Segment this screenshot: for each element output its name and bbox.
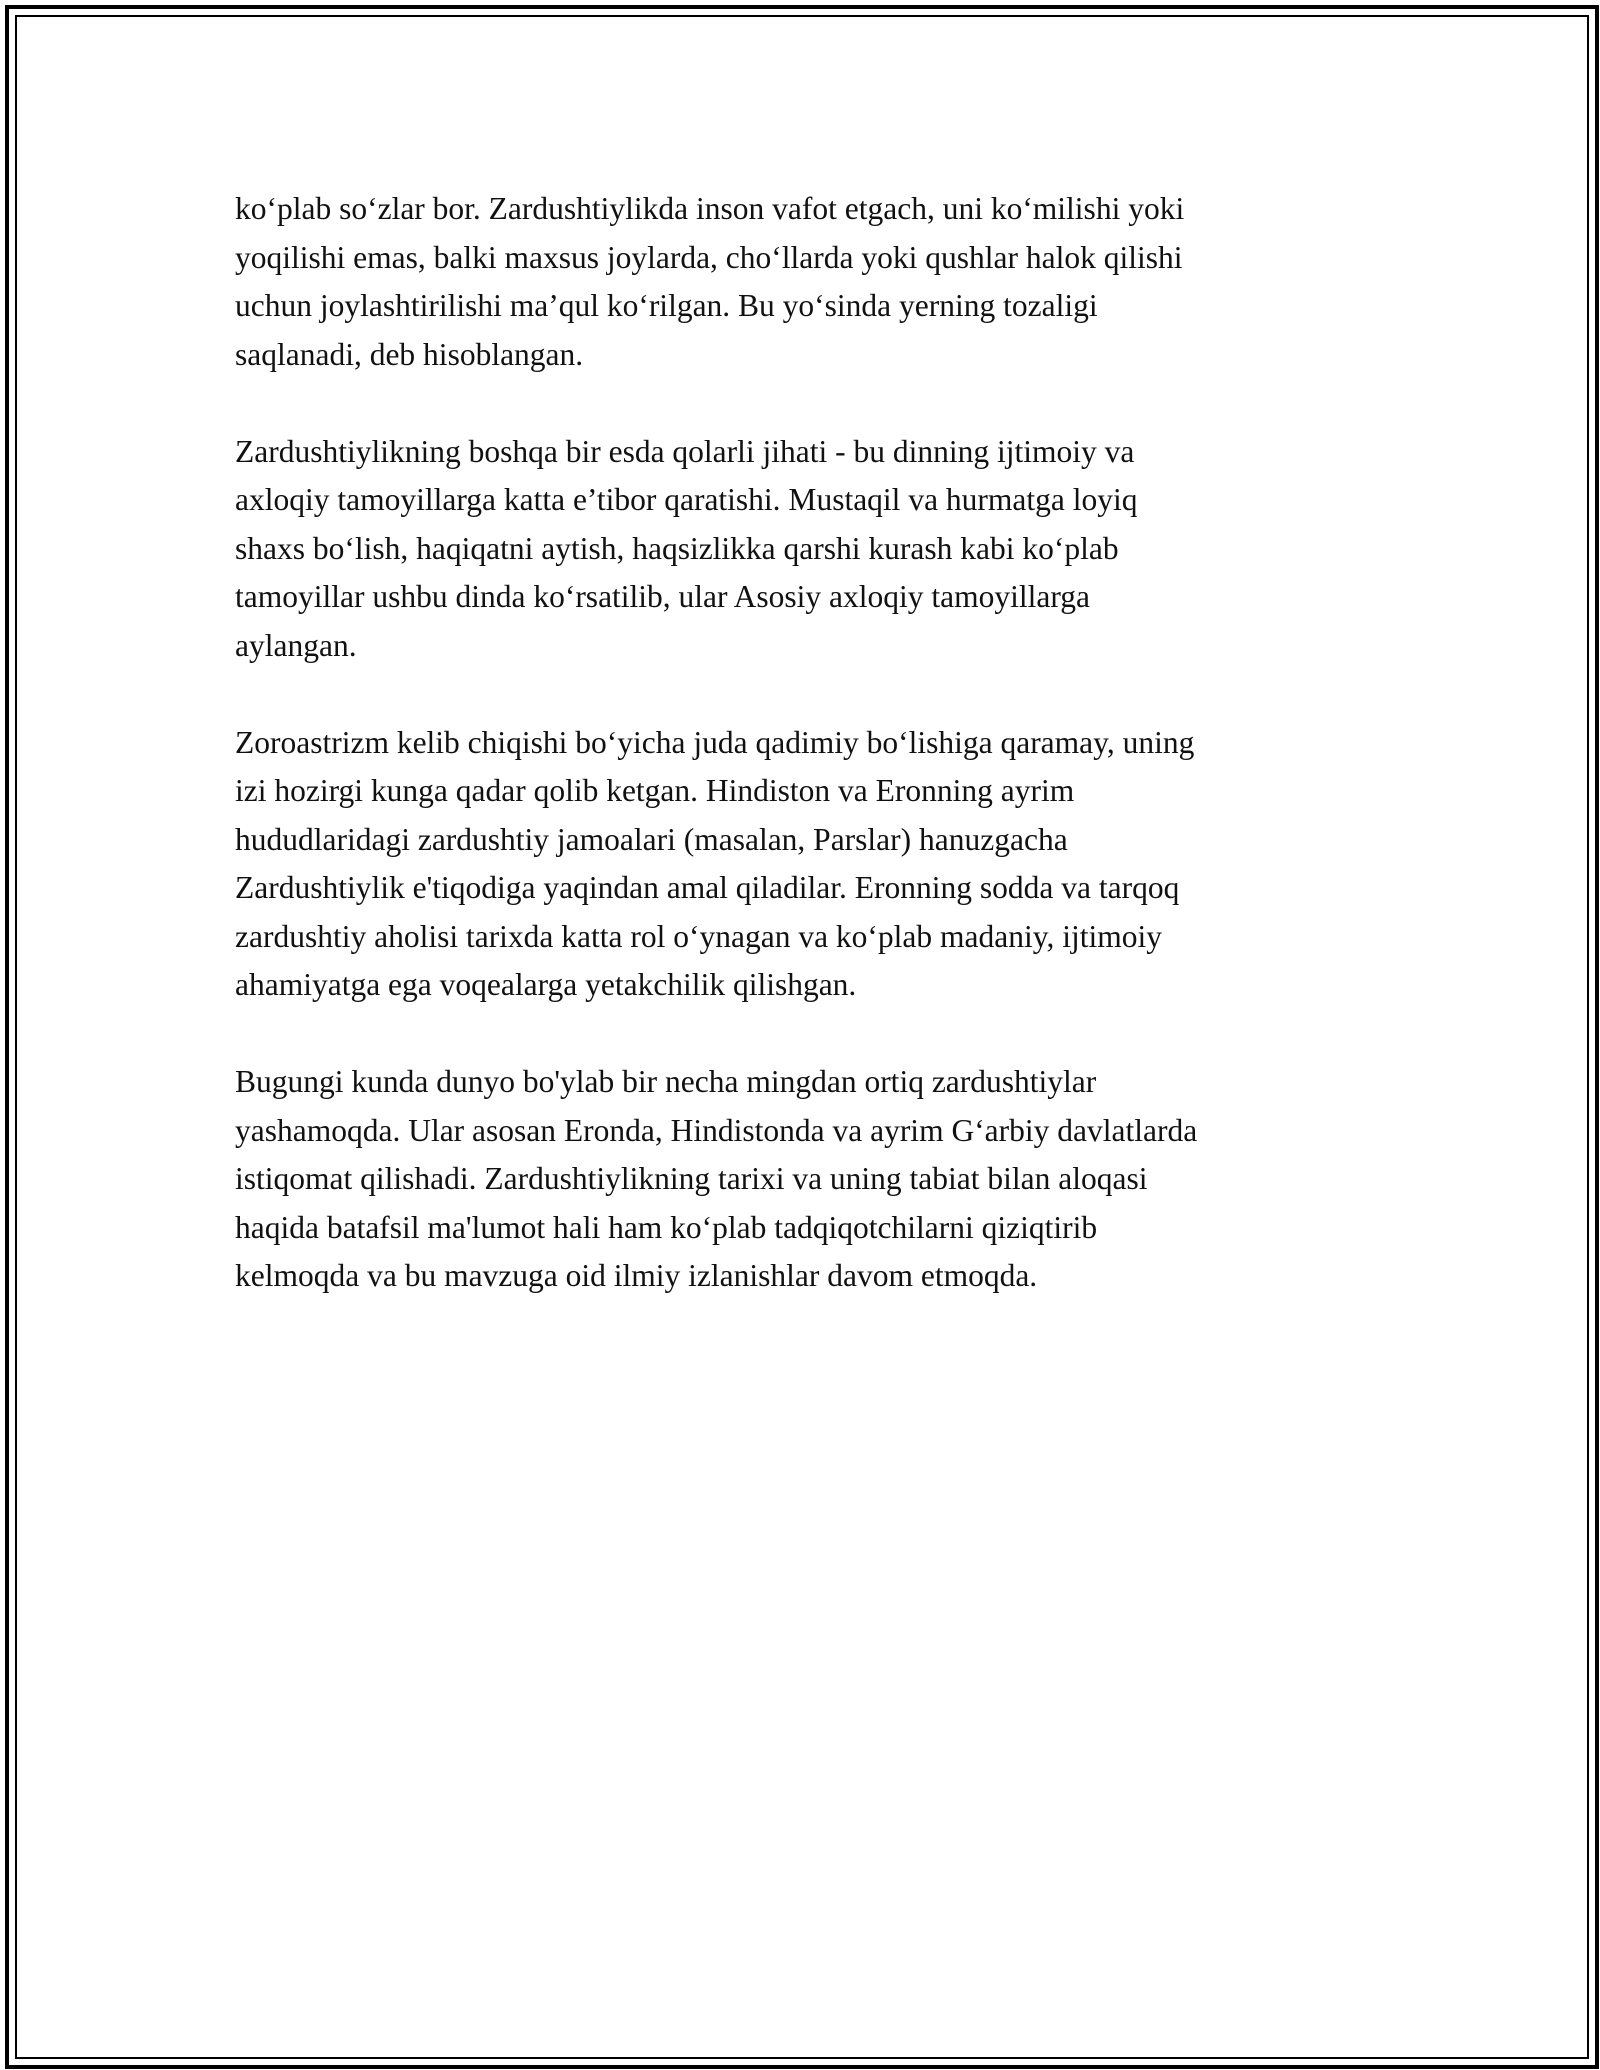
paragraph-4 <box>235 1058 1385 1301</box>
text-line: Zardushtiylik e'tiqodiga yaqindan amal qiladilar. Eronning sodda va tarqoq <box>235 870 1180 905</box>
text-line: kelmoqda va bu mavzuga oid ilmiy izlanishlar davom etmoqda. <box>235 1258 1038 1293</box>
text-line: Bugungi kunda dunyo bo'ylab bir necha mingdan ortiq zardushtiylar <box>235 1064 1097 1099</box>
text-line: istiqomat qilishadi. Zardushtiylikning tarixi va uning tabiat bilan aloqasi <box>235 1161 1148 1196</box>
paragraph-2 <box>235 428 1385 671</box>
text-line: hududlaridagi zardushtiy jamoalari (masalan, Parslar) hanuzgacha <box>235 821 1068 857</box>
text-line: shaxs bo‘lish, haqiqatni aytish, haqsizlikka qarshi kurash kabi ko‘plab <box>235 530 1119 566</box>
text-line: izi hozirgi kunga qadar qolib ketgan. Hindiston va Eronning ayrim <box>235 773 1075 808</box>
text-line: ahamiyatga ega voqealarga yetakchilik qilishgan. <box>235 967 857 1002</box>
text-line: Zoroastrizm kelib chiqishi bo‘yicha juda qadimiy bo‘lishiga qaramay, uning <box>235 724 1195 760</box>
text-line: aylangan. <box>235 627 357 663</box>
text-line: Zardushtiylikning boshqa bir esda qolarli jihati - bu dinning ijtimoiy va <box>235 433 1135 469</box>
text-line: yoqilishi emas, balki maxsus joylarda, cho‘llarda yoki qushlar halok qilishi <box>235 239 1183 275</box>
text-line: yashamoqda. Ular asosan Eronda, Hindistonda va ayrim G‘arbiy davlatlarda <box>235 1112 1198 1148</box>
paragraph-1 <box>235 185 1385 379</box>
text-line: uchun joylashtirilishi ma’qul ko‘rilgan. Bu yo‘sinda yerning tozaligi <box>235 288 1098 323</box>
text-line: zardushtiy aholisi tarixda katta rol o‘ynagan va ko‘plab madaniy, ijtimoiy <box>235 918 1162 954</box>
paragraph-3 <box>235 719 1385 1010</box>
text-line: axloqiy tamoyillarga katta e’tibor qaratishi. Mustaqil va hurmatga loyiq <box>235 482 1138 517</box>
text-line: tamoyillar ushbu dinda ko‘rsatilib, ular Asosiy axloqiy tamoyillarga <box>235 579 1091 614</box>
text-line: haqida batafsil ma'lumot hali ham ko‘plab tadqiqotchilarni qiziqtirib <box>235 1209 1098 1245</box>
text-line: saqlanadi, deb hisoblangan. <box>235 336 584 372</box>
text-line: ko‘plab so‘zlar bor. Zardushtiylikda inson vafot etgach, uni ko‘milishi yoki <box>235 191 1185 226</box>
document-body <box>235 185 1385 1349</box>
